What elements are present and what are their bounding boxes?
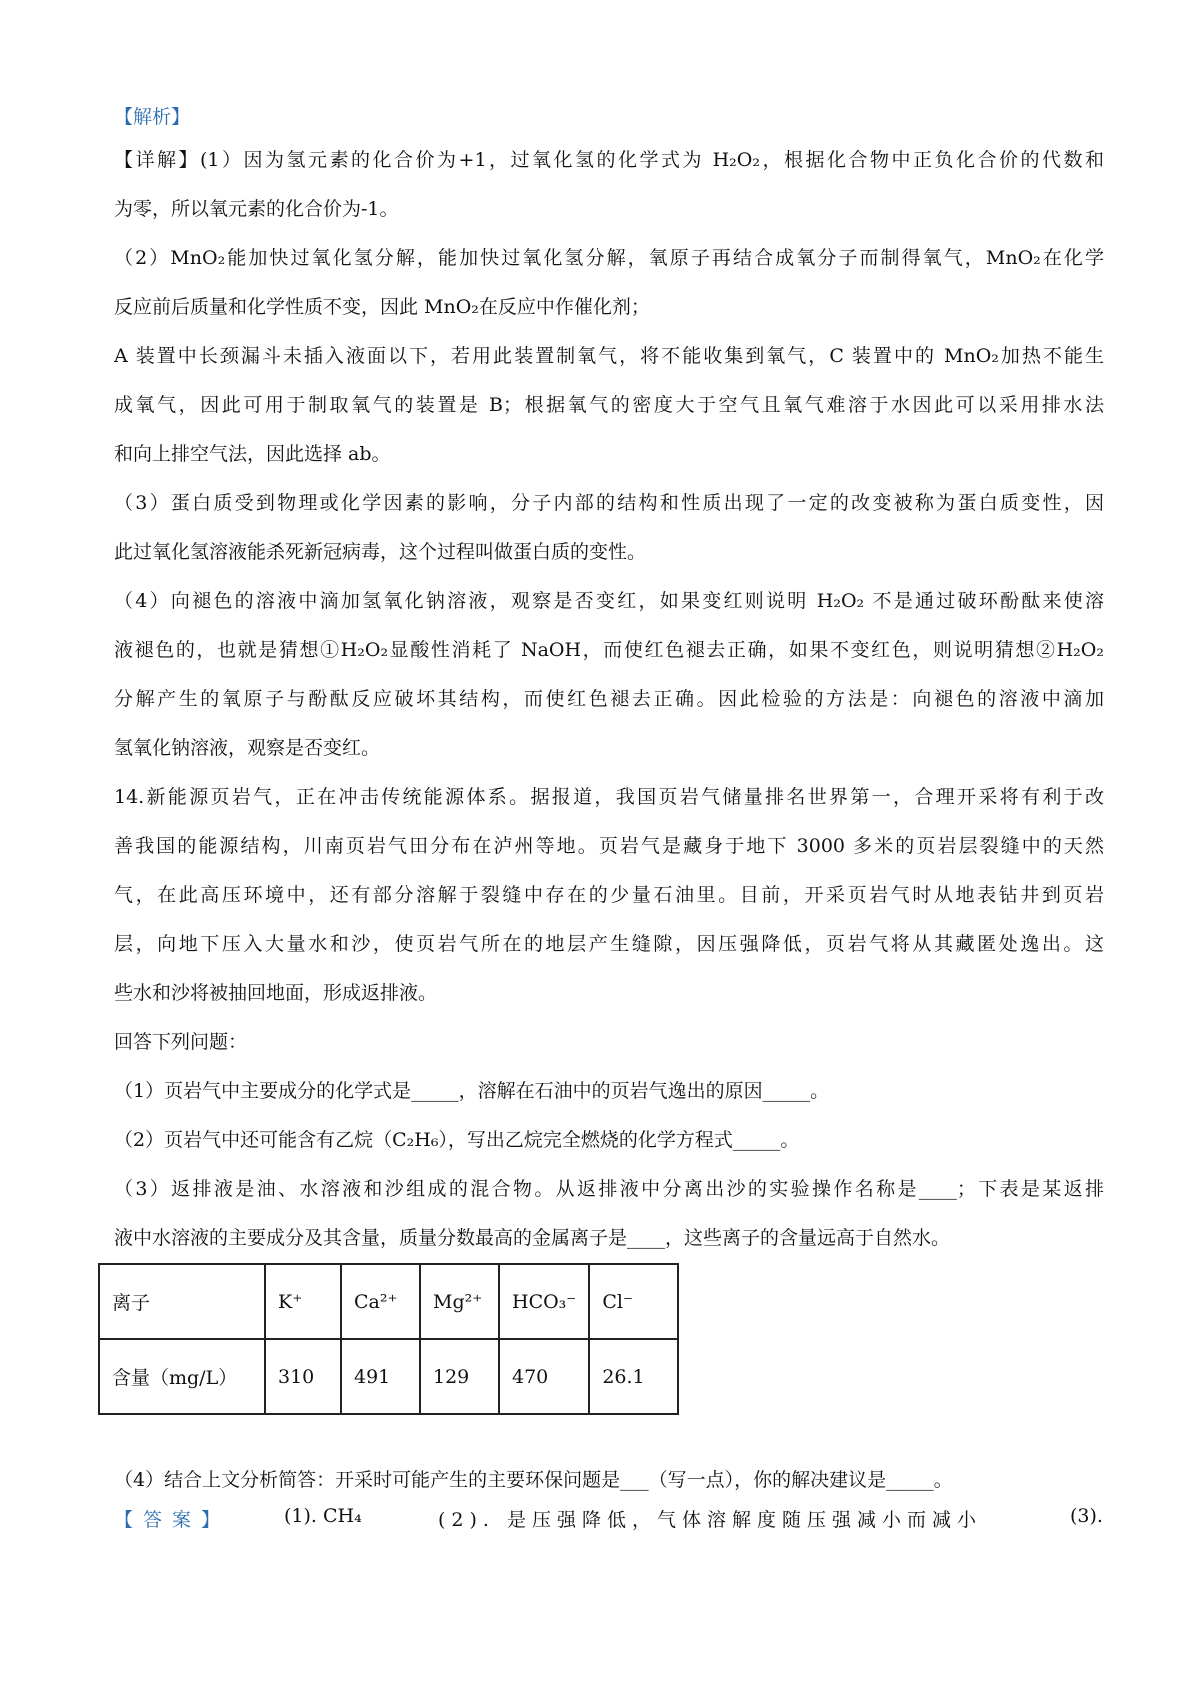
text-line: 反应前后质量和化学性质不变，因此 MnO₂在反应中作催化剂； <box>114 296 650 318</box>
table-cell: 310 <box>265 1339 341 1414</box>
analysis-section-label: 【解析】 <box>114 106 191 128</box>
question-14-part-4 <box>114 1456 1104 1505</box>
table-cell: K⁺ <box>265 1264 341 1339</box>
text-line: 层，向地下压入大量水和沙，使页岩气所在的地层产生缝隙，因压强降低，页岩气将从其藏匿处逸出。这 <box>114 933 1104 955</box>
text-line: 此过氧化氢溶液能杀死新冠病毒，这个过程叫做蛋白质的变性。 <box>114 541 647 563</box>
text-line: 和向上排空气法，因此选择 ab。 <box>114 443 391 465</box>
answer-part-1: (1). CH₄ <box>284 1505 362 1527</box>
text-line: 善我国的能源结构，川南页岩气田分布在泸州等地。页岩气是藏身于地下 3000 多米的页岩层裂缝中的天然 <box>114 835 1104 857</box>
text-line: 氢氧化钠溶液，观察是否变红。 <box>114 737 381 759</box>
text-line: 些水和沙将被抽回地面，形成返排液。 <box>114 982 438 1004</box>
answer-part-2: (2). 是压强降低，气体溶解度随压强减小而减小 <box>438 1509 982 1531</box>
table-cell: Ca²⁺ <box>341 1264 420 1339</box>
text-line: （3）返排液是油、水溶液和沙组成的混合物。从返排液中分离出沙的实验操作名称是____；下表是某返排 <box>114 1178 1104 1200</box>
text-line: 液中水溶液的主要成分及其含量，质量分数最高的金属离子是____，这些离子的含量远高于自然水。 <box>114 1227 951 1249</box>
question-14 <box>114 773 1104 1263</box>
table-cell: 离子 <box>99 1264 265 1339</box>
table-row <box>99 1339 678 1414</box>
text-line: 分解产生的氧原子与酚酞反应破坏其结构，而使红色褪去正确。因此检验的方法是：向褪色的溶液中滴加 <box>114 688 1104 710</box>
table-cell: 含量（mg/L） <box>99 1339 265 1414</box>
text-line: （4）向褪色的溶液中滴加氢氧化钠溶液，观察是否变红，如果变红则说明 H₂O₂ 不是通过破环酚酞来使溶 <box>114 590 1104 612</box>
text-line: 【详解】(1）因为氢元素的化合价为+1，过氧化氢的化学式为 H₂O₂，根据化合物中正负化合价的代数和 <box>114 149 1104 171</box>
table-cell: Cl⁻ <box>589 1264 678 1339</box>
answer-tag: 【答案】 <box>114 1509 231 1531</box>
text-line: （1）页岩气中主要成分的化学式是_____，溶解在石油中的页岩气逸出的原因_____。 <box>114 1080 830 1102</box>
text-line: 成氧气，因此可用于制取氧气的装置是 B；根据氧气的密度大于空气且氧气难溶于水因此可以采用排水法 <box>114 394 1104 416</box>
text-line: 为零，所以氧元素的化合价为-1。 <box>114 198 399 220</box>
table-row <box>99 1264 678 1339</box>
table-cell: 491 <box>341 1339 420 1414</box>
table-cell: 129 <box>420 1339 499 1414</box>
text-line: A 装置中长颈漏斗未插入液面以下，若用此装置制氧气，将不能收集到氧气，C 装置中的 MnO₂加热不能生 <box>114 345 1104 367</box>
ion-content-table <box>98 1263 679 1415</box>
text-line: 14.新能源页岩气，正在冲击传统能源体系。据报道，我国页岩气储量排名世界第一，合理开采将有利于改 <box>114 786 1104 808</box>
table-cell: 470 <box>499 1339 589 1414</box>
text-line: （2）页岩气中还可能含有乙烷（C₂H₆），写出乙烷完全燃烧的化学方程式_____。 <box>114 1129 800 1151</box>
answer-part-3: (3). <box>1070 1505 1103 1527</box>
text-line: 回答下列问题： <box>114 1031 248 1053</box>
table-cell: 26.1 <box>589 1339 678 1414</box>
table-cell: Mg²⁺ <box>420 1264 499 1339</box>
answer-line <box>114 1505 1104 1545</box>
text-line: 气，在此高压环境中，还有部分溶解于裂缝中存在的少量石油里。目前，开采页岩气时从地表钻井到页岩 <box>114 884 1104 906</box>
text-line: （4）结合上文分析简答：开采时可能产生的主要环保问题是___（写一点），你的解决建议是_____。 <box>114 1469 953 1491</box>
text-line: （2）MnO₂能加快过氧化氢分解，能加快过氧化氢分解，氧原子再结合成氧分子而制得氧气，MnO₂在化学 <box>114 247 1104 269</box>
detail-explanation <box>114 136 1104 773</box>
text-line: 液褪色的，也就是猜想①H₂O₂显酸性消耗了 NaOH，而使红色褪去正确，如果不变红色，则说明猜想②H₂O₂ <box>114 639 1104 661</box>
text-line: （3）蛋白质受到物理或化学因素的影响，分子内部的结构和性质出现了一定的改变被称为蛋白质变性，因 <box>114 492 1104 514</box>
table-cell: HCO₃⁻ <box>499 1264 589 1339</box>
